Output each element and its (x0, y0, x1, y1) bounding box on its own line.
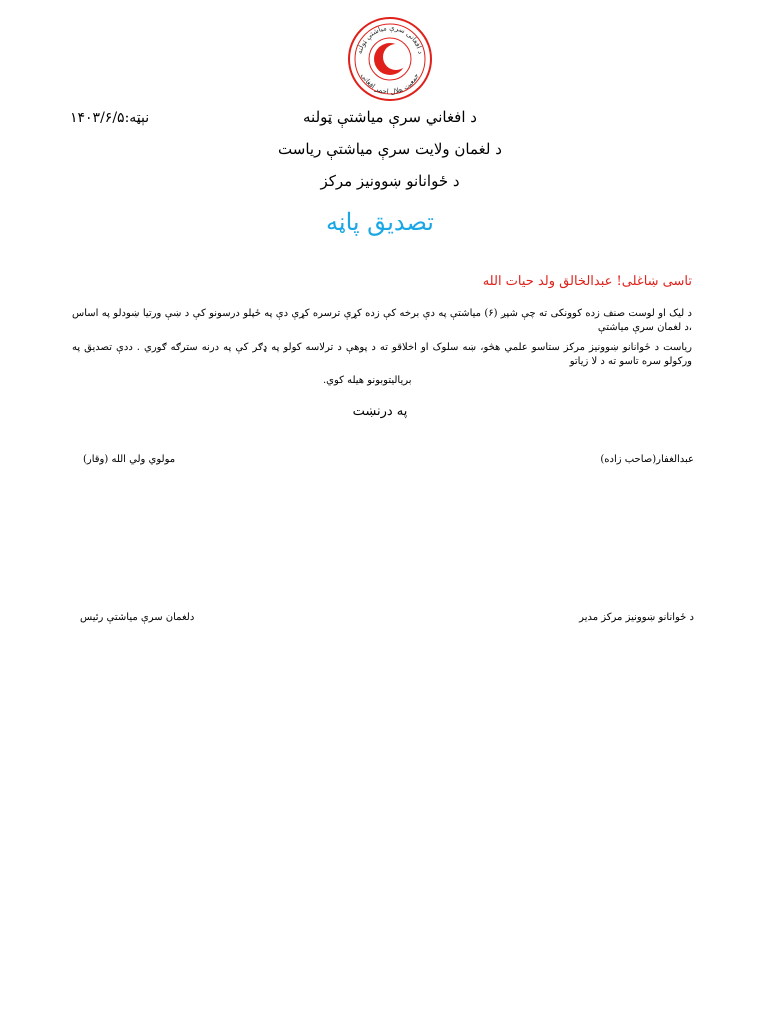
certificate-title: تصديق پاڼه (326, 208, 434, 236)
addressee-line: تاسی ښاغلی! عبدالخالق ولد حيات الله (482, 274, 692, 289)
closing-salutation: په درنښت (352, 404, 408, 419)
seal-bottom-text: جمعیت هلال احمر افغانی (359, 71, 421, 97)
body-text-line-3: برياليتوبونو هيله کوي. (323, 375, 412, 386)
body-text-line-2: رياست د ځوانانو ښوونيز مرکز ستاسو علمي هڅو، ښه سلوک او اخلاقو ته د پوهې د ترلاسه کولو په ډګر کې په درنه سترګه ګوري . ددې تصديق په ورکولو سره تاسو ته د لا زياتو (72, 342, 692, 367)
signatory-name-right: عبدالغفار(صاحب زاده) (600, 454, 694, 465)
red-crescent-seal-logo (347, 16, 433, 102)
signatory-title-right: د ځوانانو ښوونيز مرکز مدير (579, 612, 694, 623)
signatory-name-left: مولوي ولي الله (وقار) (83, 454, 176, 465)
youth-center-heading: د ځوانانو ښوونيز مرکز (320, 172, 460, 190)
province-directorate-heading: د لغمان ولايت سرې مياشتې رياست (278, 140, 502, 158)
seal-top-text: د افغانی سرې میاشتې ټولنه (355, 23, 425, 55)
signatory-title-left: دلغمان سرې مياشتې رئيس (80, 612, 195, 623)
document-date: نېټه:۱۴۰۳/۶/۵ (70, 110, 150, 126)
org-name-heading: د افغاني سرې مياشتې ټولنه (303, 108, 477, 126)
body-text-line-1: د ليک او لوست صنف زده کوونکی ته چې شپږ (۶) مياشتې په دې برخه کې زده کړې ترسره کړې دې په ځپلو درسونو کې د ښې ورتيا ښودلو په اساس ،د لغمان سرې مياشتې (72, 308, 693, 333)
